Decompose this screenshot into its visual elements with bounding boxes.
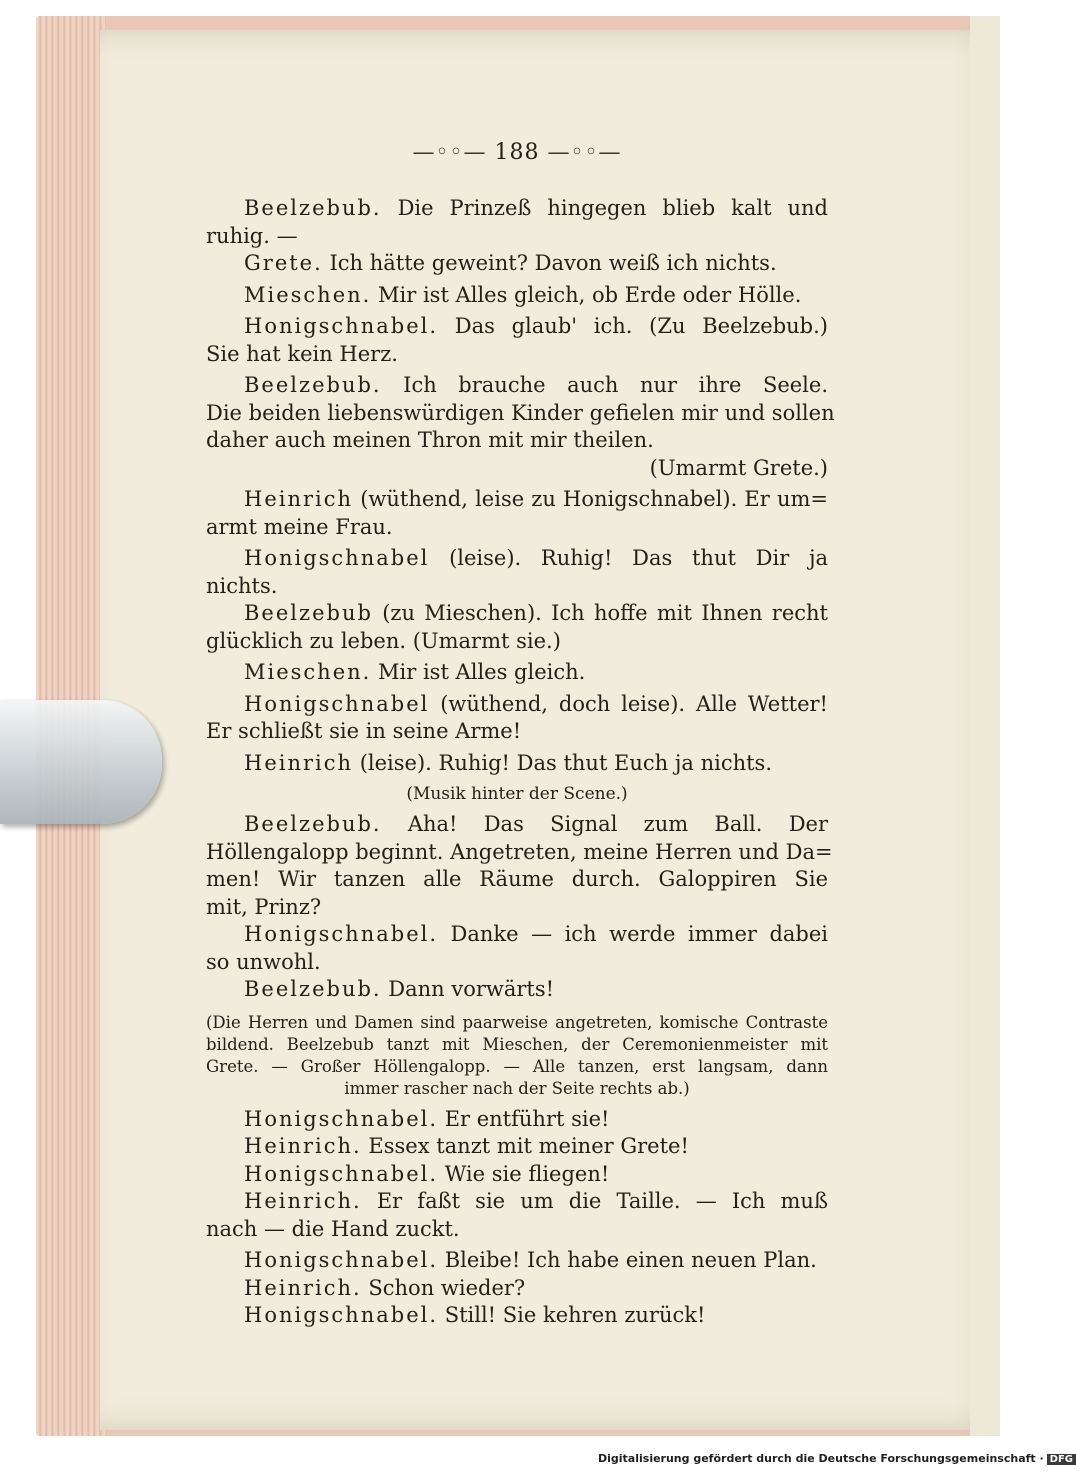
text-line — [206, 545, 828, 573]
stage-direction-music: (Musik hinter der Scene.) — [406, 784, 628, 804]
text-line — [206, 514, 828, 542]
text-line — [206, 250, 828, 278]
line-text: Mir ist Alles gleich. — [371, 660, 586, 684]
text-line — [206, 223, 828, 251]
speaker-name: Heinrich. — [244, 1189, 362, 1213]
text-line — [206, 811, 828, 839]
speaker-name: Honigschnabel — [244, 546, 430, 570]
speaker-name: Mieschen. — [244, 282, 372, 307]
line-text: Bleibe! Ich habe einen neuen Plan. — [438, 1248, 817, 1272]
speaker-name: Beelzebub. — [244, 196, 382, 220]
stage-direction-line: (Die Herren und Damen sind paarweise angetreten, komische Contraste — [206, 1012, 828, 1032]
text-line — [206, 282, 828, 310]
line-text: (leise). Ruhig! Das thut Dir ja — [429, 546, 828, 570]
line-text: (leise). Ruhig! Das thut Euch ja nichts. — [353, 750, 772, 775]
text-line — [206, 1302, 828, 1330]
speaker-name: Honigschnabel. — [244, 1303, 439, 1327]
text-line — [206, 866, 828, 894]
page-number: 188 — [494, 140, 540, 165]
line-text: (wüthend, doch leise). Alle Wetter! — [429, 691, 828, 716]
line-text: nach — die Hand zuckt. — [206, 1216, 460, 1241]
line-text: Ich brauche auch nur ihre Seele. — [381, 373, 828, 397]
text-line — [206, 600, 828, 628]
speaker-name: Beelzebub. — [244, 812, 382, 836]
text-line — [206, 486, 828, 514]
page-number-header — [206, 140, 828, 165]
dfg-logo: DFG — [1047, 1454, 1076, 1465]
speaker-name: Honigschnabel. — [244, 1106, 439, 1131]
line-text: Er faßt sie um die Taille. — Ich muß — [361, 1189, 828, 1213]
speaker-name: Honigschnabel. — [244, 1248, 439, 1272]
line-text: glücklich zu leben. (Umarmt sie.) — [206, 628, 561, 653]
speaker-name: Grete. — [244, 251, 323, 275]
text-line — [206, 659, 828, 687]
line-text: ruhig. — — [206, 223, 298, 248]
bookmark-tab — [0, 700, 162, 824]
text-line — [206, 976, 828, 1004]
line-text: Still! Sie kehren zurück! — [438, 1303, 706, 1327]
line-text: daher auch meinen Thron mit mir theilen. — [206, 428, 654, 452]
ornament-left: —◦◦— — [412, 140, 487, 165]
credit-text: Digitalisierung gefördert durch die Deutsche Forschungsgemeinschaft · — [598, 1452, 1044, 1465]
line-text: Schon wieder? — [361, 1275, 526, 1300]
text-line — [206, 628, 828, 656]
text-line — [206, 341, 828, 369]
text-line — [206, 1161, 828, 1189]
ornament-right: —◦◦— — [547, 140, 622, 165]
stage-direction-block — [206, 1012, 828, 1100]
text-line — [206, 400, 835, 428]
speaker-name: Mieschen. — [244, 660, 372, 684]
line-text: Höllengalopp beginnt. Angetreten, meine Herren und Da= — [206, 839, 833, 864]
line-text: (zu Mieschen). Ich hoffe mit Ihnen recht — [372, 601, 828, 625]
line-text: Sie hat kein Herz. — [206, 341, 398, 366]
page-content — [206, 140, 835, 1330]
text-line — [206, 313, 828, 341]
speaker-name: Honigschnabel. — [244, 1161, 439, 1186]
line-text: Aha! Das Signal zum Ball. Der — [381, 812, 828, 836]
speaker-name: Heinrich — [244, 750, 354, 775]
line-text: (wüthend, leise zu Honigschnabel). Er um= — [353, 487, 828, 511]
speaker-name: Beelzebub. — [244, 373, 382, 397]
speaker-name: Honigschnabel. — [244, 922, 439, 946]
dialogue-block-2 — [206, 811, 833, 1004]
line-text: Dann vorwärts! — [381, 977, 555, 1001]
text-line — [206, 1247, 828, 1275]
line-text: Die beiden liebenswürdigen Kinder gefielen mir und sollen — [206, 400, 835, 425]
speaker-name: Honigschnabel. — [244, 314, 439, 338]
dialogue-block-1 — [206, 195, 835, 777]
speaker-name: Heinrich. — [244, 1275, 362, 1300]
line-text: so unwohl. — [206, 949, 321, 974]
line-text: Mir ist Alles gleich, ob Erde oder Hölle. — [371, 282, 802, 307]
speaker-name: Honigschnabel — [244, 691, 430, 716]
text-line — [206, 949, 828, 977]
facing-page-edge — [970, 16, 1000, 1436]
line-text: Das glaub' ich. (Zu Beelzebub.) — [438, 314, 828, 338]
line-text: mit, Prinz? — [206, 894, 322, 919]
speaker-name: Beelzebub. — [244, 977, 382, 1001]
text-line — [206, 195, 828, 223]
line-text: Er schließt sie in seine Arme! — [206, 719, 522, 743]
text-line — [206, 718, 828, 746]
text-line — [206, 894, 828, 922]
text-line — [206, 750, 828, 778]
text-line — [206, 1106, 828, 1134]
line-text: nichts. — [206, 573, 278, 598]
text-line — [206, 1188, 828, 1216]
dialogue-block-3 — [206, 1106, 828, 1330]
text-line — [206, 372, 828, 400]
digitization-credit — [598, 1452, 1074, 1470]
text-line — [206, 573, 828, 601]
text-line — [206, 921, 828, 949]
text-line — [206, 427, 828, 455]
stage-direction-line: bildend. Beelzebub tanzt mit Mieschen, der Ceremonienmeister mit — [206, 1034, 828, 1054]
text-line — [206, 1133, 828, 1161]
line-text: Er entführt sie! — [438, 1106, 610, 1131]
line-text: men! Wir tanzen alle Räume durch. Galoppiren Sie — [206, 867, 828, 891]
stage-direction-line: immer rascher nach der Seite rechts ab.) — [344, 1078, 690, 1098]
text-line — [206, 839, 833, 867]
text-line — [206, 691, 828, 719]
line-text: Die Prinzeß hingegen blieb kalt und — [381, 196, 828, 220]
speaker-name: Heinrich — [244, 487, 354, 511]
speaker-name: Heinrich. — [244, 1134, 362, 1158]
line-text: Ich hätte geweint? Davon weiß ich nichts. — [322, 251, 777, 275]
line-text: Essex tanzt mit meiner Grete! — [361, 1134, 689, 1158]
line-text: armt meine Frau. — [206, 514, 393, 539]
text-line — [206, 455, 828, 483]
line-text: Wie sie fliegen! — [438, 1161, 610, 1186]
line-text: Danke — ich werde immer dabei — [438, 922, 828, 946]
speaker-name: Beelzebub — [244, 601, 373, 625]
stage-direction-line: Grete. — Großer Höllengalopp. — Alle tanzen, erst langsam, dann — [206, 1056, 828, 1076]
text-line — [206, 1216, 828, 1244]
line-text: (Umarmt Grete.) — [649, 455, 828, 480]
text-line — [206, 1275, 828, 1303]
